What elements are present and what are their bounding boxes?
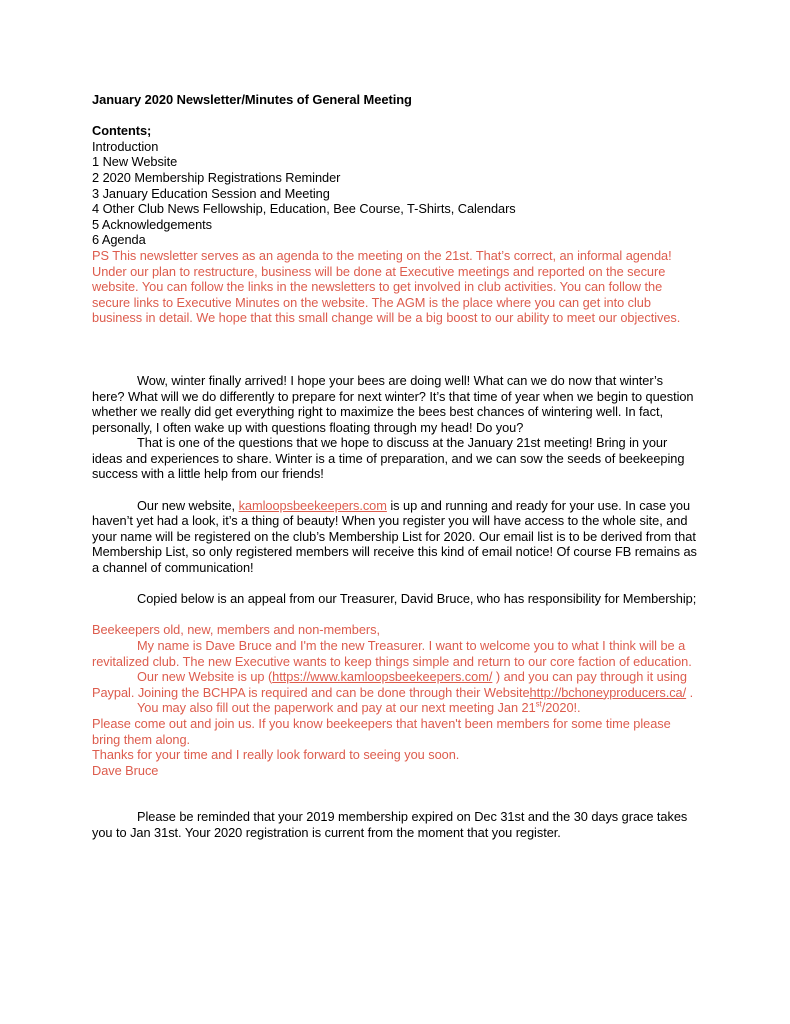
letter-paragraph-website [92,669,698,700]
paragraph-copied-below [92,591,698,607]
link-kamloopsbeekeepers[interactable]: kamloopsbeekeepers.com [238,497,387,513]
link-kamloopsbeekeepers-https[interactable]: https://www.kamloopsbeekeepers.com/ [272,669,493,685]
letter-paragraph-paperwork-after: /2020!. [541,700,581,716]
spacer [92,326,698,373]
letter-paragraph-join-us: Please come out and join us. If you know beekeepers that haven't been members for some time please bring them along. [92,715,671,747]
link-bchoneyproducers[interactable]: http://bchoneyproducers.ca/ [529,684,687,700]
letter-paragraph-intro [92,638,698,669]
contents-heading: Contents; [92,123,152,139]
letter-paragraph-thanks: Thanks for your time and I really look forward to seeing you soon. [92,747,460,763]
letter-signoff: Dave Bruce [92,762,159,778]
letter-paragraph-paperwork [92,700,698,716]
paragraph-membership-reminder [92,809,698,840]
paragraph-winter-arrived-text: Wow, winter finally arrived! I hope your bees are doing well! What can we do now that winter’s here? What will we do differently to prepare for next winter? It’s that time of year when we begin to question whether we really did get everything right to maximize the bees best chances of wintering well. In fact, personally, I often wake up with questions floating through my head! Do you? [92,372,694,435]
letter-paragraph-website-after: . [686,684,694,700]
letter-salutation: Beekeepers old, new, members and non-members, [92,622,380,638]
paragraph-membership-reminder-text: Please be reminded that your 2019 membership expired on Dec 31st and the 30 days grace takes you to Jan 31st. Your 2020 registration is current from the moment that you register. [92,809,688,840]
toc-item-other-club-news: 4 Other Club News Fellowship, Education, Bee Course, T-Shirts, Calendars [92,201,516,217]
letter-paragraph-intro-text: My name is Dave Bruce and I'm the new Treasurer. I want to welcome you to what I think will be a revitalized club. The new Executive wants to keep things simple and return to our core faction of education. [92,638,692,669]
paragraph-new-website-before: Our new website, [137,497,239,513]
spacer [92,576,698,592]
toc-item-acknowledgements: 5 Acknowledgements [92,216,213,232]
spacer [92,607,698,623]
paragraph-new-website [92,498,698,576]
document-body [92,92,698,841]
page-title: January 2020 Newsletter/Minutes of General Meeting [92,92,412,107]
spacer [92,482,698,498]
toc-item-education-session: 3 January Education Session and Meeting [92,185,330,201]
spacer [92,108,698,124]
toc-item-introduction: Introduction [92,138,159,154]
letter-paragraph-paperwork-before: You may also fill out the paperwork and pay at our next meeting Jan 21 [137,700,536,716]
paragraph-winter-arrived [92,373,698,435]
paragraph-copied-below-text: Copied below is an appeal from our Treasurer, David Bruce, who has responsibility for Membership; [137,591,697,607]
ordinal-suffix: st [535,700,542,710]
ps-paragraph: PS This newsletter serves as an agenda to the meeting on the 21st. That’s correct, an informal agenda! Under our plan to restructure, business will be done at Executive meetings and reported on the secure website. You can follow the links in the newsletters to get involved in club activities. You can follow the secure links to Executive Minutes on the website. The AGM is the place where you can get into club business in detail. We hope that this small change will be a big boost to our ability to meet our objectives. [92,247,681,326]
spacer [92,778,698,809]
toc-item-new-website: 1 New Website [92,154,178,170]
paragraph-questions [92,435,698,482]
letter-paragraph-website-before: Our new Website is up ( [137,669,273,685]
toc-item-membership-registrations: 2 2020 Membership Registrations Reminder [92,169,341,185]
paragraph-questions-text: That is one of the questions that we hope to discuss at the January 21st meeting! Bring in your ideas and experiences to share. Winter is a time of preparation, and we can sow the seeds of beekeeping success with a little help from our friends! [92,435,685,482]
paragraph-new-website-after: is up and running and ready for your use. In case you haven’t yet had a look, it’s a thing of beauty! When you register you will have access to the whole site, and your name will be registered on the club’s Membership List for 2020. Our email list is to be derived from that Membership List, so only registered members will receive this kind of email notice! Of course FB remains as a channel of communication! [92,497,697,576]
letter-paragraph-website-mid: ) and you can pay through it using Paypal. Joining the BCHPA is required and can be done through their Website [92,669,687,700]
toc-item-agenda: 6 Agenda [92,232,146,248]
